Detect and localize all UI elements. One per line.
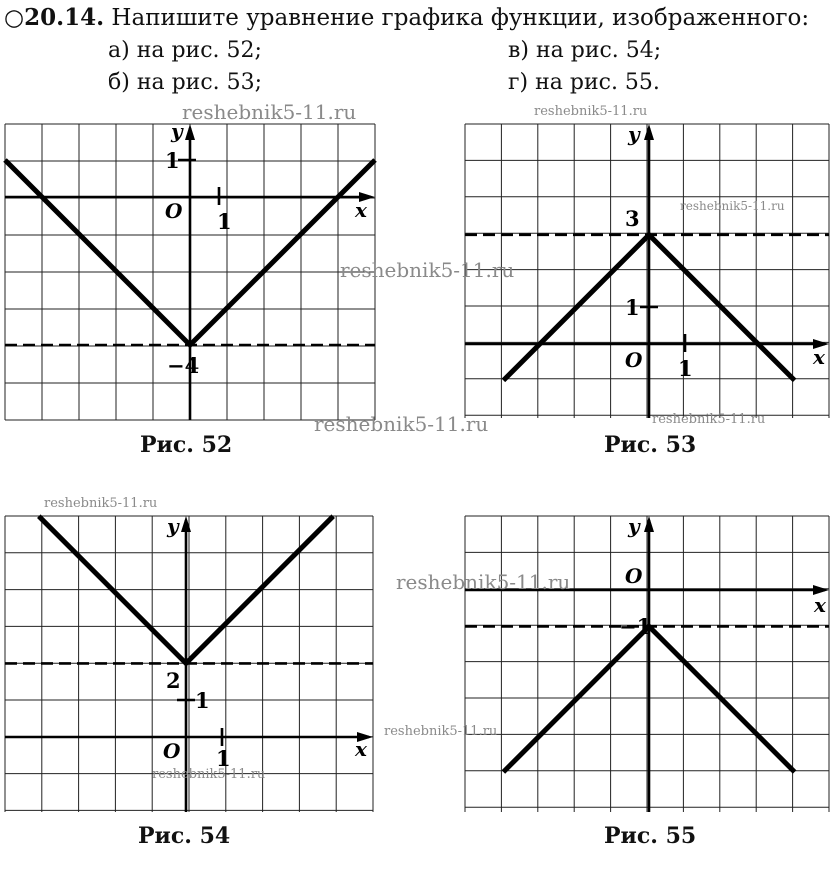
figure-53-caption: Рис. 53 (604, 432, 697, 458)
watermark: reshebnik5-11.ru (680, 199, 785, 213)
problem-text: Напишите уравнение графика функции, изображенного: (111, 5, 810, 31)
problem-item-c: в) на рис. 54; (508, 38, 662, 63)
watermark: reshebnik5-11.ru (384, 724, 498, 739)
watermark: reshebnik5-11.ru (152, 767, 266, 782)
figure-52-tick-label: 1 (217, 209, 232, 234)
figure-52-tick-label: −4 (167, 353, 200, 378)
figure-52-y-arrow-icon (185, 124, 195, 140)
figure-54-tick-label: 1 (216, 746, 231, 771)
figure-52-x-label: x (355, 198, 367, 222)
figure-54-y-label: y (167, 514, 179, 538)
watermark: reshebnik5-11.ru (396, 570, 571, 594)
figure-54-origin-label: O (163, 739, 181, 763)
figure-53-tick-label: 1 (678, 356, 693, 381)
problem-item-d: г) на рис. 55. (508, 70, 660, 95)
problem-item-b: б) на рис. 53; (108, 70, 263, 95)
figure-52-y-label: y (171, 119, 183, 143)
figure-53-origin-label: O (625, 348, 643, 372)
figure-52-graph (5, 119, 375, 420)
figure-54-tick-label: 2 (166, 668, 181, 693)
figure-55-y-label: y (628, 514, 640, 538)
watermark: reshebnik5-11.ru (314, 412, 489, 436)
figure-55-tick-label: −1 (619, 614, 652, 639)
problem-item-a: а) на рис. 52; (108, 38, 262, 63)
figure-55-x-label: x (814, 593, 826, 617)
figure-55-graph (465, 516, 829, 812)
figure-53-y-label: y (628, 122, 640, 146)
figure-54-tick-label: 1 (195, 688, 210, 713)
watermark: reshebnik5-11.ru (182, 100, 357, 124)
figure-55-y-arrow-icon (644, 516, 654, 532)
problem-number: ○20.14. (4, 4, 105, 31)
figure-55-origin-label: O (625, 564, 643, 588)
figure-54-x-label: x (355, 737, 367, 761)
watermark: reshebnik5-11.ru (652, 412, 766, 427)
figure-52-tick-label: 1 (165, 148, 180, 173)
figure-53-graph (465, 124, 829, 418)
watermark: reshebnik5-11.ru (340, 258, 515, 282)
watermark: reshebnik5-11.ru (44, 496, 158, 511)
figure-52-caption: Рис. 52 (140, 432, 233, 458)
figure-52-origin-label: O (165, 199, 183, 223)
figure-53-tick-label: 1 (625, 295, 640, 320)
figure-55-caption: Рис. 55 (604, 823, 697, 849)
problem-header (4, 4, 809, 31)
figure-53-x-label: x (813, 345, 825, 369)
watermark: reshebnik5-11.ru (534, 104, 648, 119)
figure-53-tick-label: 3 (625, 206, 640, 231)
figure-53-y-arrow-icon (644, 124, 654, 140)
figure-54-caption: Рис. 54 (138, 823, 231, 849)
